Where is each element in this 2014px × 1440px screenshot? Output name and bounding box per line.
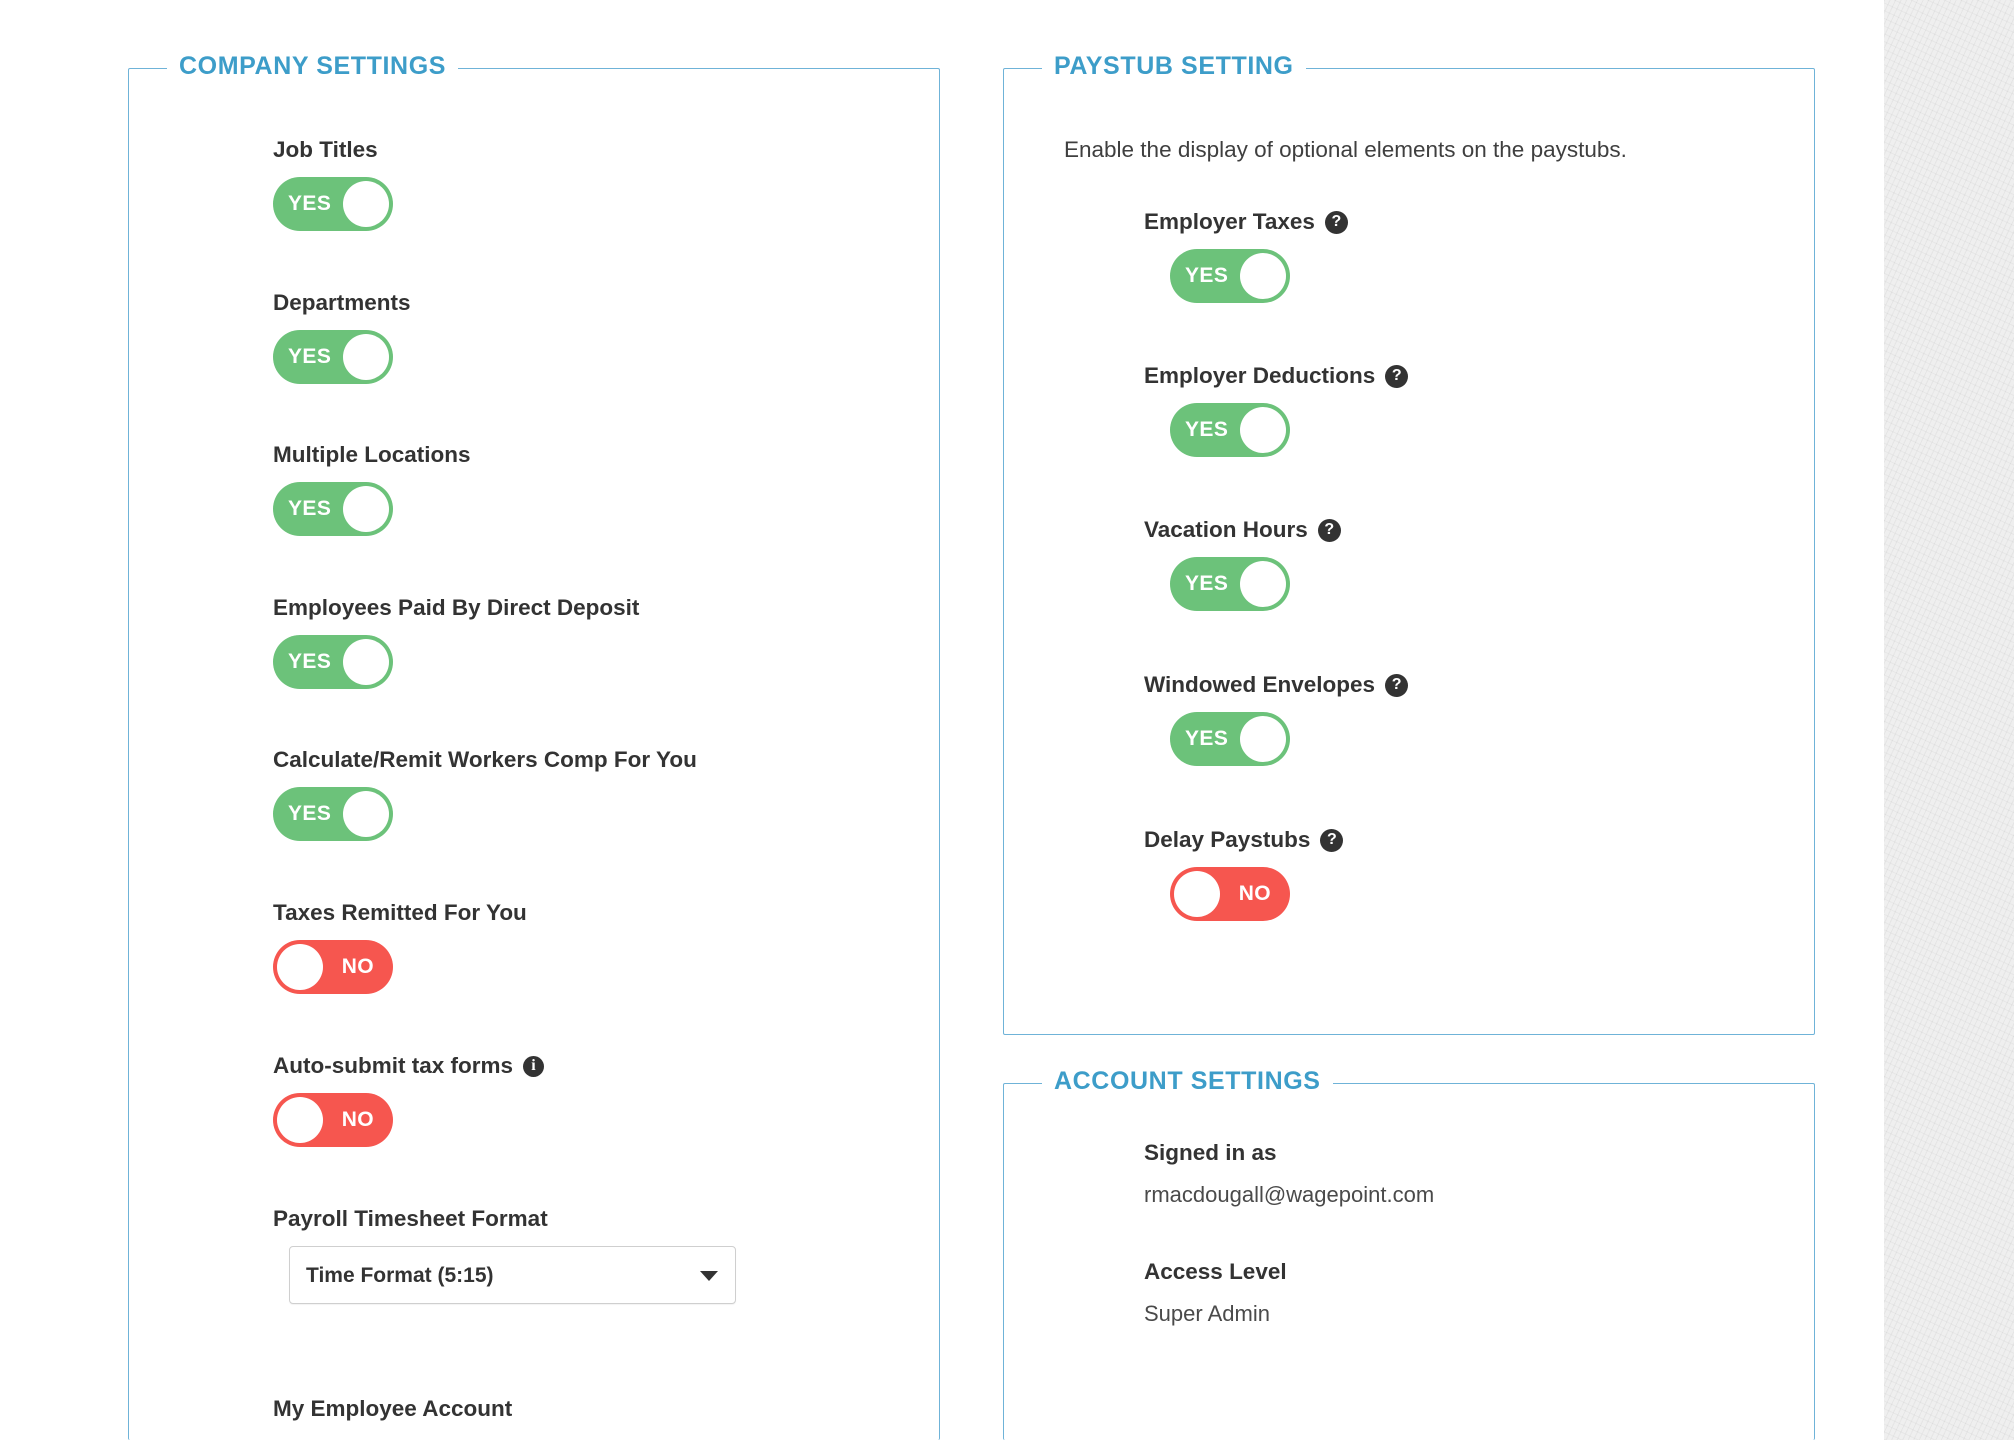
setting-label <box>1144 672 1408 698</box>
account-settings-legend: ACCOUNT SETTINGS <box>1042 1067 1333 1096</box>
setting-windowed-envelopes <box>1144 672 1408 766</box>
toggle-knob <box>1174 871 1220 917</box>
setting-taxes-remitted <box>273 900 527 994</box>
setting-auto-submit-tax-forms <box>273 1053 544 1147</box>
toggle-knob <box>1240 407 1286 453</box>
setting-label <box>273 290 411 316</box>
paystub-setting-legend: PAYSTUB SETTING <box>1042 52 1306 81</box>
setting-label-text: Taxes Remitted For You <box>273 900 527 925</box>
toggle-value: NO <box>341 955 374 978</box>
signed-in-as-label: Signed in as <box>1144 1140 1277 1165</box>
toggle-value: NO <box>1238 882 1271 905</box>
access-level-value: Super Admin <box>1144 1301 1270 1326</box>
setting-label <box>1144 827 1343 853</box>
setting-label <box>1144 517 1341 543</box>
help-icon[interactable]: ? <box>1318 519 1341 542</box>
setting-label <box>273 1206 736 1232</box>
help-icon[interactable]: ? <box>1385 674 1408 697</box>
setting-delay-paystubs <box>1144 827 1343 921</box>
setting-label-text: Employees Paid By Direct Deposit <box>273 595 640 620</box>
toggle-knob <box>277 1097 323 1143</box>
help-icon[interactable]: ? <box>1385 365 1408 388</box>
toggle-knob <box>343 639 389 685</box>
help-icon[interactable]: ? <box>1325 211 1348 234</box>
setting-label <box>273 747 697 773</box>
setting-label <box>273 1053 544 1079</box>
access-level-label: Access Level <box>1144 1259 1287 1284</box>
toggle-delay-paystubs[interactable] <box>1170 867 1290 921</box>
toggle-knob <box>1240 716 1286 762</box>
toggle-value: YES <box>288 497 332 520</box>
toggle-value: YES <box>1185 572 1229 595</box>
toggle-employer-deductions[interactable] <box>1170 403 1290 457</box>
setting-label-text: Employer Taxes <box>1144 209 1315 234</box>
payroll-timesheet-format-select[interactable] <box>289 1246 736 1304</box>
toggle-knob <box>343 486 389 532</box>
setting-label <box>273 900 527 926</box>
toggle-job-titles[interactable] <box>273 177 393 231</box>
toggle-windowed-envelopes[interactable] <box>1170 712 1290 766</box>
payroll-timesheet-format-select-wrap <box>289 1246 736 1304</box>
toggle-multiple-locations[interactable] <box>273 482 393 536</box>
toggle-value: YES <box>288 650 332 673</box>
toggle-knob <box>343 181 389 227</box>
toggle-knob <box>343 791 389 837</box>
help-icon[interactable]: ? <box>1320 829 1343 852</box>
toggle-value: YES <box>288 192 332 215</box>
paystub-setting-panel <box>1003 52 1815 1035</box>
setting-label-text: Multiple Locations <box>273 442 471 467</box>
info-icon[interactable]: i <box>523 1056 544 1077</box>
company-settings-legend: COMPANY SETTINGS <box>167 52 458 81</box>
setting-direct-deposit <box>273 595 639 689</box>
toggle-value: YES <box>1185 727 1229 750</box>
setting-multiple-locations <box>273 442 471 536</box>
toggle-knob <box>1240 253 1286 299</box>
toggle-vacation-hours[interactable] <box>1170 557 1290 611</box>
setting-label <box>1144 209 1348 235</box>
toggle-value: YES <box>1185 418 1229 441</box>
setting-label-text: Job Titles <box>273 137 378 162</box>
toggle-employer-taxes[interactable] <box>1170 249 1290 303</box>
setting-label-text: Employer Deductions <box>1144 363 1376 388</box>
toggle-value: NO <box>341 1108 374 1131</box>
setting-label <box>273 442 471 468</box>
setting-employer-taxes <box>1144 209 1348 303</box>
setting-label <box>273 137 393 163</box>
toggle-knob <box>1240 561 1286 607</box>
setting-workers-comp <box>273 747 697 841</box>
toggle-value: YES <box>288 802 332 825</box>
setting-label-text: Calculate/Remit Workers Comp For You <box>273 747 697 772</box>
signed-in-as-block <box>1144 1140 1434 1208</box>
setting-payroll-timesheet-format <box>273 1206 736 1304</box>
setting-employer-deductions <box>1144 363 1408 457</box>
setting-job-titles <box>273 137 393 231</box>
setting-label <box>1144 363 1408 389</box>
company-settings-panel <box>128 52 940 1440</box>
toggle-auto-submit-tax-forms[interactable] <box>273 1093 393 1147</box>
setting-label <box>273 1396 512 1422</box>
toggle-departments[interactable] <box>273 330 393 384</box>
setting-label-text: Delay Paystubs <box>1144 827 1311 852</box>
signed-in-as-value: rmacdougall@wagepoint.com <box>1144 1182 1435 1207</box>
toggle-value: YES <box>1185 264 1229 287</box>
toggle-knob <box>277 944 323 990</box>
setting-label-text: Auto-submit tax forms <box>273 1053 514 1078</box>
toggle-knob <box>343 334 389 380</box>
setting-my-employee-account <box>273 1396 512 1436</box>
setting-label-text: Vacation Hours <box>1144 517 1308 542</box>
access-level-block <box>1144 1259 1287 1327</box>
setting-label-text: Windowed Envelopes <box>1144 672 1376 697</box>
toggle-taxes-remitted[interactable] <box>273 940 393 994</box>
setting-vacation-hours <box>1144 517 1341 611</box>
setting-label <box>273 595 639 621</box>
setting-label-text: My Employee Account <box>273 1396 513 1421</box>
page-right-texture[interactable] <box>1884 0 2014 1440</box>
setting-label-text: Departments <box>273 290 411 315</box>
toggle-workers-comp[interactable] <box>273 787 393 841</box>
account-settings-panel <box>1003 1067 1815 1440</box>
setting-label-text: Payroll Timesheet Format <box>273 1206 548 1231</box>
toggle-direct-deposit[interactable] <box>273 635 393 689</box>
paystub-setting-intro: Enable the display of optional elements on the paystubs. <box>1064 137 1627 162</box>
setting-departments <box>273 290 411 384</box>
toggle-value: YES <box>288 345 332 368</box>
